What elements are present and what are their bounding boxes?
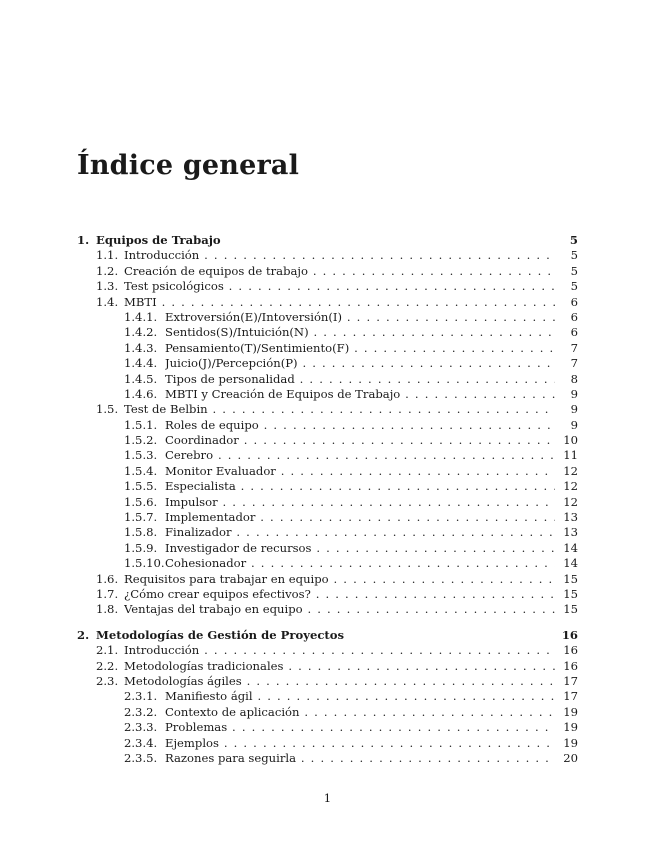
toc-entry-page: 7 bbox=[570, 340, 578, 355]
toc-entry-title: Tipos de personalidad . . . bbox=[165, 372, 555, 387]
toc-entry[interactable] bbox=[0, 556, 655, 571]
toc-entry-number: 1.4.3. bbox=[124, 340, 158, 355]
toc-entry-title: Metodologías tradicionales . . . bbox=[124, 659, 555, 674]
toc-entry-number: 1.5.9. bbox=[124, 540, 158, 555]
toc-entry-title: Manifiesto ágil . . . bbox=[165, 689, 555, 704]
toc-entry-number: 1.5.10. bbox=[124, 556, 165, 571]
toc-chapter-entry[interactable] bbox=[0, 628, 655, 643]
toc-entry-number: 1.3. bbox=[96, 279, 119, 294]
toc-entry[interactable] bbox=[0, 602, 655, 617]
toc-entry-number: 2.3. bbox=[96, 673, 119, 688]
toc-entry[interactable] bbox=[0, 525, 655, 540]
toc-entry-page: 5 bbox=[569, 233, 578, 247]
toc-entry[interactable] bbox=[0, 659, 655, 674]
toc-entry-title: Equipos de Trabajo bbox=[96, 233, 221, 247]
toc-entry[interactable] bbox=[0, 510, 655, 525]
toc-entry-page: 13 bbox=[563, 525, 578, 540]
toc-entry-number: 1.2. bbox=[96, 263, 119, 278]
toc-entry-number: 1. bbox=[77, 233, 90, 247]
toc-entry-number: 1.4.4. bbox=[124, 356, 158, 371]
toc-entry-page: 19 bbox=[563, 704, 578, 719]
toc-entry[interactable] bbox=[0, 736, 655, 751]
toc-entry-page: 17 bbox=[563, 689, 578, 704]
toc-entry-title: Creación de equipos de trabajo . . . bbox=[124, 264, 555, 279]
toc-entry-title: Juicio(J)/Percepción(P) . . . bbox=[165, 356, 555, 371]
toc-entry-title: Metodologías de Gestión de Proyectos bbox=[96, 627, 345, 642]
toc-entry-title: Roles de equipo . . . bbox=[165, 418, 555, 433]
toc-entry-page: 15 bbox=[563, 602, 578, 617]
toc-entry[interactable] bbox=[0, 587, 655, 602]
toc-entry-page: 12 bbox=[563, 494, 578, 509]
toc-entry-page: 17 bbox=[563, 673, 578, 688]
toc-entry-title: Extroversión(E)/Intoversión(I) . . . bbox=[165, 310, 555, 325]
toc-entry-title: Contexto de aplicación . . . bbox=[165, 705, 555, 720]
toc-entry-title: MBTI . . . bbox=[124, 295, 555, 310]
toc-entry-page: 15 bbox=[563, 571, 578, 586]
toc-entry-number: 1.5.7. bbox=[124, 510, 158, 525]
toc-entry-title: Introducción . . . bbox=[124, 643, 555, 658]
toc-entry-title: Requisitos para trabajar en equipo . . . bbox=[124, 572, 555, 587]
toc-entry-number: 2.2. bbox=[96, 658, 119, 673]
toc-entry-number: 1.5.6. bbox=[124, 494, 158, 509]
toc-entry[interactable] bbox=[0, 418, 655, 433]
toc-entry[interactable] bbox=[0, 341, 655, 356]
toc-entry[interactable] bbox=[0, 448, 655, 463]
toc-entry-number: 1.7. bbox=[96, 586, 119, 601]
toc-entry[interactable] bbox=[0, 433, 655, 448]
toc-entry[interactable] bbox=[0, 264, 655, 279]
toc-entry-page: 11 bbox=[563, 448, 578, 463]
toc-entry-page: 5 bbox=[570, 248, 578, 263]
toc-entry-title: Pensamiento(T)/Sentimiento(F) . . . bbox=[165, 341, 555, 356]
toc-entry[interactable] bbox=[0, 689, 655, 704]
toc-entry-page: 16 bbox=[561, 627, 578, 642]
toc-entry-page: 14 bbox=[563, 556, 578, 571]
toc-entry-title: Ventajas del trabajo en equipo . . . bbox=[124, 602, 555, 617]
toc-entry-page: 9 bbox=[570, 402, 578, 417]
toc-entry-number: 2.3.2. bbox=[124, 704, 158, 719]
toc-entry-page: 14 bbox=[563, 540, 578, 555]
toc-entry[interactable] bbox=[0, 720, 655, 735]
toc-entry[interactable] bbox=[0, 325, 655, 340]
page-title: Índice general bbox=[77, 150, 300, 181]
toc-entry-number: 1.4.1. bbox=[124, 309, 158, 324]
toc-entry[interactable] bbox=[0, 643, 655, 658]
toc-entry-page: 16 bbox=[563, 643, 578, 658]
toc-entry[interactable] bbox=[0, 674, 655, 689]
toc-entry-title: Test psicológicos . . . bbox=[124, 279, 555, 294]
toc-entry-number: 1.5.5. bbox=[124, 479, 158, 494]
toc-entry[interactable] bbox=[0, 705, 655, 720]
toc-chapter-entry[interactable] bbox=[0, 233, 655, 248]
toc-entry-number: 2.3.3. bbox=[124, 720, 158, 735]
toc-entry-page: 9 bbox=[570, 417, 578, 432]
toc-entry-number: 2.3.1. bbox=[124, 689, 158, 704]
toc-entry-number: 2.1. bbox=[96, 643, 119, 658]
toc-entry-title: Investigador de recursos . . . bbox=[165, 541, 555, 556]
toc-entry-number: 1.8. bbox=[96, 602, 119, 617]
toc-entry[interactable] bbox=[0, 356, 655, 371]
toc-entry-title: Impulsor . . . bbox=[165, 495, 555, 510]
toc-entry-number: 1.5.3. bbox=[124, 448, 158, 463]
toc-entry-title: MBTI y Creación de Equipos de Trabajo . . . bbox=[165, 387, 555, 402]
toc-entry[interactable] bbox=[0, 572, 655, 587]
toc-entry-number: 1.4.6. bbox=[124, 386, 158, 401]
toc-entry-page: 20 bbox=[563, 750, 578, 765]
toc-entry-number: 1.4.2. bbox=[124, 325, 158, 340]
toc-entry-title: Cohesionador . . . bbox=[165, 556, 555, 571]
toc-entry-title: Metodologías ágiles . . . bbox=[124, 674, 555, 689]
toc-entry-title: Monitor Evaluador . . . bbox=[165, 464, 555, 479]
toc-entry-page: 5 bbox=[570, 279, 578, 294]
toc-entry-title: Especialista . . . bbox=[165, 479, 555, 494]
toc-entry-title: Test de Belbin . . . bbox=[124, 402, 555, 417]
toc-entry-title: Implementador . . . bbox=[165, 510, 555, 525]
toc-entry-page: 15 bbox=[563, 586, 578, 601]
toc-entry-title: Finalizador . . . bbox=[165, 525, 555, 540]
toc-entry-number: 1.1. bbox=[96, 248, 119, 263]
toc-entry-page: 19 bbox=[563, 720, 578, 735]
toc-entry-number: 1.5.1. bbox=[124, 417, 158, 432]
toc-entry-page: 10 bbox=[563, 433, 578, 448]
toc-entry[interactable] bbox=[0, 402, 655, 417]
toc-entry-page: 12 bbox=[563, 463, 578, 478]
toc-entry-title: Razones para seguirla . . . bbox=[165, 751, 555, 766]
toc-entry-page: 8 bbox=[570, 371, 578, 386]
toc-entry[interactable] bbox=[0, 295, 655, 310]
toc-entry-number: 1.5.2. bbox=[124, 433, 158, 448]
toc-entry-number: 1.4. bbox=[96, 294, 119, 309]
toc-entry-title: Cerebro . . . bbox=[165, 448, 555, 463]
toc-entry-page: 16 bbox=[563, 658, 578, 673]
toc-entry[interactable] bbox=[0, 310, 655, 325]
toc-entry-page: 6 bbox=[570, 309, 578, 324]
toc-entry[interactable] bbox=[0, 495, 655, 510]
toc-entry-page: 12 bbox=[563, 479, 578, 494]
toc-entry[interactable] bbox=[0, 387, 655, 402]
toc-entry[interactable] bbox=[0, 751, 655, 766]
toc-entry-title: Coordinador . . . bbox=[165, 433, 555, 448]
toc-entry-number: 1.4.5. bbox=[124, 371, 158, 386]
toc-entry-number: 1.5.4. bbox=[124, 463, 158, 478]
chapter-spacer bbox=[0, 618, 655, 628]
toc-entry-number: 1.6. bbox=[96, 571, 119, 586]
toc-entry-number: 2.3.4. bbox=[124, 735, 158, 750]
toc-entry-page: 9 bbox=[570, 386, 578, 401]
toc-entry-number: 2. bbox=[77, 627, 90, 642]
toc-entry-number: 2.3.5. bbox=[124, 750, 158, 765]
toc-entry-title: Sentidos(S)/Intuición(N) . . . bbox=[165, 325, 555, 340]
toc-entry-page: 13 bbox=[563, 510, 578, 525]
toc-entry[interactable] bbox=[0, 372, 655, 387]
table-of-contents bbox=[0, 233, 655, 766]
toc-entry[interactable] bbox=[0, 464, 655, 479]
toc-entry[interactable] bbox=[0, 248, 655, 263]
toc-entry-number: 1.5.8. bbox=[124, 525, 158, 540]
toc-entry[interactable] bbox=[0, 279, 655, 294]
toc-entry-page: 19 bbox=[563, 735, 578, 750]
toc-entry[interactable] bbox=[0, 479, 655, 494]
toc-entry-page: 5 bbox=[570, 263, 578, 278]
toc-entry-title: Ejemplos . . . bbox=[165, 736, 555, 751]
toc-entry-page: 6 bbox=[570, 325, 578, 340]
toc-entry-page: 7 bbox=[570, 356, 578, 371]
page-number: 1 bbox=[323, 791, 332, 805]
toc-entry[interactable] bbox=[0, 541, 655, 556]
toc-entry-title: Problemas . . . bbox=[165, 720, 555, 735]
toc-entry-title: ¿Cómo crear equipos efectivos? . . . bbox=[124, 587, 555, 602]
toc-entry-page: 6 bbox=[570, 294, 578, 309]
toc-entry-number: 1.5. bbox=[96, 402, 119, 417]
toc-entry-title: Introducción . . . bbox=[124, 248, 555, 263]
